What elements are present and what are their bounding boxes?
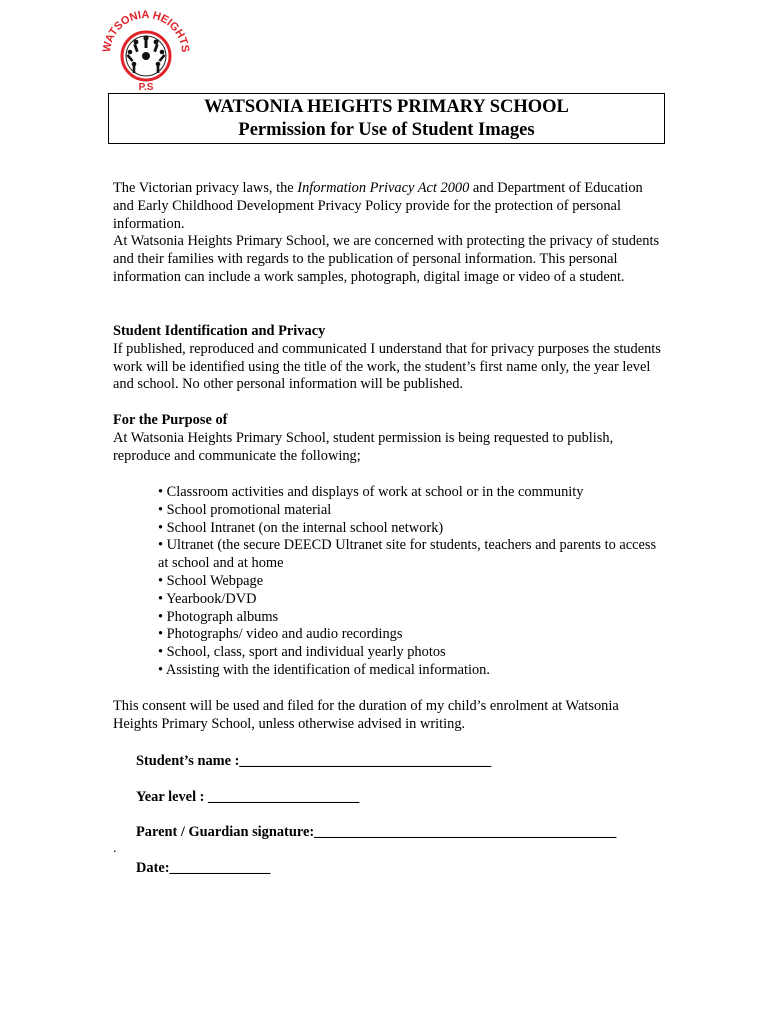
- logo-text-top: WATSONIA HEIGHTS: [100, 8, 192, 54]
- student-name-field[interactable]: Student’s name :___________________________________: [136, 753, 492, 769]
- list-item: • Yearbook/DVD: [158, 590, 257, 607]
- logo-text-bottom: P.S: [138, 82, 154, 92]
- header-box: [108, 93, 665, 144]
- date-field[interactable]: Date:______________: [136, 860, 271, 876]
- stray-mark: .: [113, 841, 117, 856]
- list-item: • Classroom activities and displays of work at school or in the community: [158, 484, 584, 500]
- list-item: • Photographs/ video and audio recordings: [158, 626, 403, 643]
- purpose-section: [113, 412, 665, 465]
- purpose-list: [158, 484, 663, 680]
- purpose-title: For the Purpose of: [113, 412, 228, 428]
- purpose-body: At Watsonia Heights Primary School, student permission is being requested to publish, reproduce and communicate the following;: [113, 429, 614, 464]
- consent-body: This consent will be used and filed for the duration of my child’s enrolment at Watsonia Heights Primary School, unless otherwise advised in writing.: [113, 698, 619, 732]
- school-name: WATSONIA HEIGHTS PRIMARY SCHOOL: [204, 97, 569, 117]
- list-item: • School Intranet (on the internal school network): [158, 519, 444, 536]
- identification-title: Student Identification and Privacy: [113, 323, 326, 339]
- intro-section: [113, 180, 665, 287]
- school-logo: [96, 6, 196, 92]
- intro-paragraph-2: At Watsonia Heights Primary School, we are concerned with protecting the privacy of students and their families with regards to the publication of personal information. This personal information can include a work samples, photograph, digital image or video of a student.: [113, 233, 660, 285]
- intro-paragraph: [113, 180, 665, 233]
- consent-section: [113, 698, 665, 734]
- act-name: Information Privacy Act 2000: [297, 180, 470, 196]
- form-title: Permission for Use of Student Images: [238, 120, 535, 140]
- intro-text-2: and Department of Education and Early Childhood Development Privacy Policy provide for the protection of personal information.: [113, 180, 643, 232]
- year-level-field[interactable]: Year level : _____________________: [136, 789, 360, 805]
- identification-body: If published, reproduced and communicated I understand that for privacy purposes the students work will be identified using the title of the work, the student’s first name only, the year level and school. No other personal information will be published.: [113, 340, 661, 393]
- list-item: • School Webpage: [158, 572, 264, 589]
- signature-field[interactable]: Parent / Guardian signature:__________________________________________: [136, 824, 617, 840]
- list-item: • Ultranet (the secure DEECD Ultranet site for students, teachers and parents to access at school and at home: [158, 537, 657, 572]
- list-item: • School, class, sport and individual yearly photos: [158, 644, 446, 661]
- identification-section: [113, 323, 665, 394]
- list-item: • Photograph albums: [158, 608, 279, 625]
- intro-text-1: The Victorian privacy laws, the: [113, 180, 298, 196]
- list-item: • Assisting with the identification of medical information.: [158, 661, 490, 678]
- list-item: • School promotional material: [158, 501, 332, 518]
